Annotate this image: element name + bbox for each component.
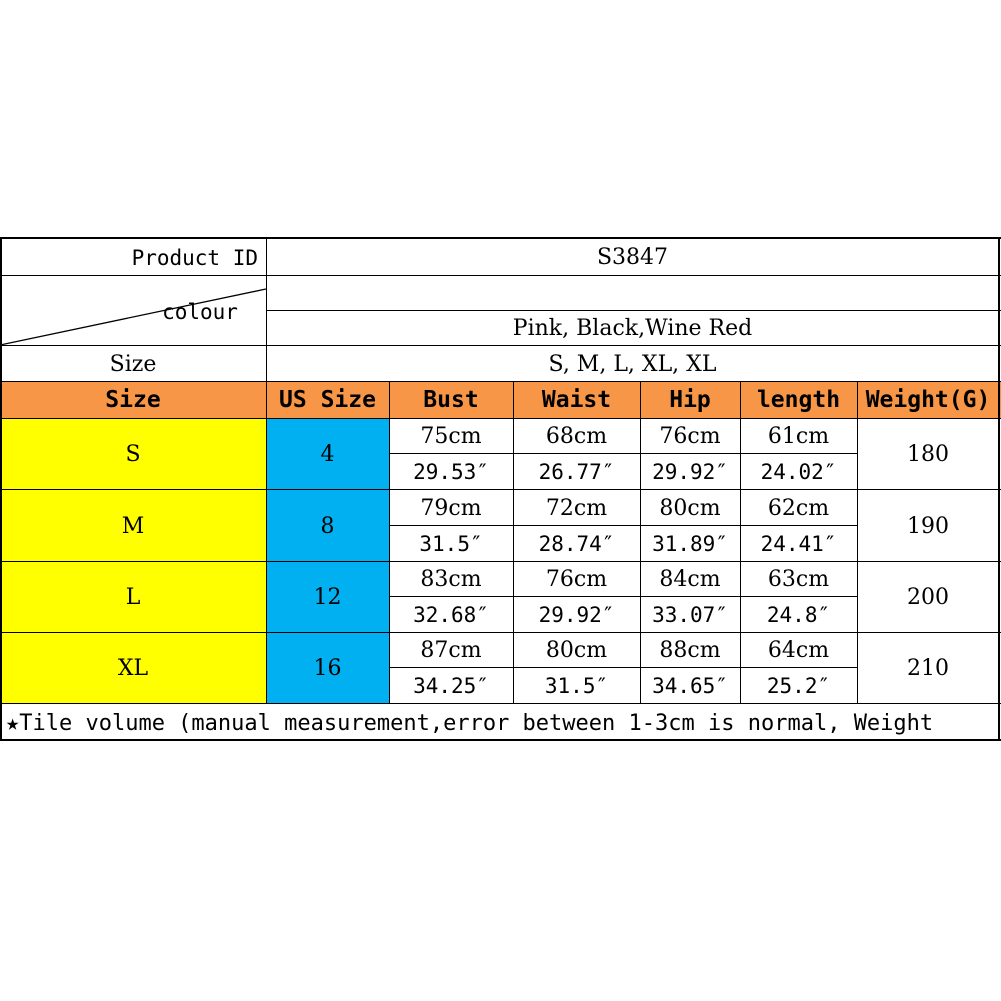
row-xl-waist-cm: 80cm bbox=[545, 638, 608, 663]
grid-line bbox=[0, 561, 1001, 562]
row-m-bust-in: 31.5″ bbox=[419, 532, 483, 556]
row-s-bust-in: 29.53″ bbox=[413, 460, 489, 484]
measurement-note: ★Tile volume (manual measurement,error between 1-3cm is normal, Weight bbox=[6, 710, 934, 736]
row-s-len-cm: 61cm bbox=[767, 423, 830, 449]
grid-line bbox=[0, 237, 1001, 239]
grid-line bbox=[0, 739, 1001, 741]
row-m-bust-cm: 79cm bbox=[420, 495, 482, 521]
grid-line bbox=[513, 381, 514, 704]
row-s-waist-cm: 68cm bbox=[545, 423, 608, 449]
row-l-len-cm: 63cm bbox=[767, 567, 830, 592]
row-l-hip-in: 33.07″ bbox=[652, 603, 728, 627]
row-xl-bust-in: 34.25″ bbox=[413, 674, 489, 698]
row-l-bust-in: 32.68″ bbox=[413, 603, 489, 627]
row-s-waist-in: 26.77″ bbox=[538, 460, 615, 484]
grid-line bbox=[0, 632, 1001, 633]
row-m-len-in: 24.41″ bbox=[760, 532, 837, 556]
row-l-waist-in: 29.92″ bbox=[538, 603, 615, 627]
header-size: Size bbox=[105, 387, 161, 413]
row-xl-len-cm: 64cm bbox=[767, 638, 830, 663]
row-xl-us: 16 bbox=[313, 656, 342, 681]
row-m-weight: 190 bbox=[907, 513, 949, 539]
header-waist: Waist bbox=[541, 387, 612, 413]
colour-label: colour bbox=[162, 300, 238, 324]
grid-line bbox=[640, 381, 641, 704]
grid-line bbox=[389, 525, 857, 526]
row-s-bust-cm: 75cm bbox=[420, 423, 482, 449]
row-s-us: 4 bbox=[320, 441, 335, 467]
row-m-hip-in: 31.89″ bbox=[652, 532, 728, 556]
grid-line bbox=[0, 381, 1001, 382]
row-m-us: 8 bbox=[320, 513, 335, 539]
grid-line bbox=[857, 381, 858, 704]
row-xl-len-in: 25.2″ bbox=[766, 674, 831, 698]
row-l-weight: 200 bbox=[907, 585, 949, 610]
grid-line bbox=[389, 453, 857, 454]
size-label: Size bbox=[109, 351, 157, 377]
header-us-size: US Size bbox=[279, 387, 376, 413]
row-s-size: S bbox=[125, 441, 141, 467]
row-xl-bust-cm: 87cm bbox=[420, 638, 482, 663]
grid-line bbox=[740, 381, 741, 704]
row-m-waist-cm: 72cm bbox=[545, 495, 608, 521]
row-m-waist-in: 28.74″ bbox=[538, 532, 615, 556]
colour-value: Pink, Black,Wine Red bbox=[512, 316, 753, 341]
grid-line bbox=[0, 275, 1001, 276]
grid-line bbox=[389, 381, 390, 704]
row-s-weight: 180 bbox=[907, 441, 949, 467]
row-l-us: 12 bbox=[313, 585, 342, 610]
row-xl-hip-cm: 88cm bbox=[659, 638, 721, 663]
product-id-label: Product ID bbox=[131, 245, 258, 270]
header-bust: Bust bbox=[423, 387, 479, 413]
product-id-value: S3847 bbox=[596, 245, 669, 270]
grid-line bbox=[0, 703, 1001, 704]
row-m-size: M bbox=[121, 513, 145, 539]
row-l-bust-cm: 83cm bbox=[420, 567, 482, 592]
size-chart-table bbox=[0, 237, 1001, 741]
row-m-len-cm: 62cm bbox=[767, 495, 830, 521]
row-l-waist-cm: 76cm bbox=[545, 567, 608, 592]
row-m-hip-cm: 80cm bbox=[659, 495, 721, 521]
header-length: length bbox=[756, 387, 841, 413]
row-s-len-in: 24.02″ bbox=[760, 460, 837, 484]
row-l-size: L bbox=[125, 585, 141, 610]
header-weight: Weight(G) bbox=[865, 387, 991, 413]
row-s-hip-cm: 76cm bbox=[659, 423, 721, 449]
grid-line bbox=[389, 667, 857, 668]
grid-line bbox=[0, 489, 1001, 490]
row-s-hip-in: 29.92″ bbox=[652, 460, 728, 484]
grid-line bbox=[0, 418, 1001, 419]
row-xl-waist-in: 31.5″ bbox=[544, 674, 609, 698]
row-l-hip-cm: 84cm bbox=[659, 567, 721, 592]
grid-line bbox=[266, 310, 1001, 311]
grid-line bbox=[389, 596, 857, 597]
grid-line bbox=[0, 345, 1001, 346]
size-value: S, M, L, XL, XL bbox=[548, 351, 717, 377]
row-xl-size: XL bbox=[117, 656, 149, 681]
row-l-len-in: 24.8″ bbox=[766, 603, 831, 627]
row-xl-weight: 210 bbox=[907, 656, 949, 681]
header-hip: Hip bbox=[669, 387, 711, 413]
row-xl-hip-in: 34.65″ bbox=[652, 674, 728, 698]
grid-line bbox=[266, 237, 267, 704]
